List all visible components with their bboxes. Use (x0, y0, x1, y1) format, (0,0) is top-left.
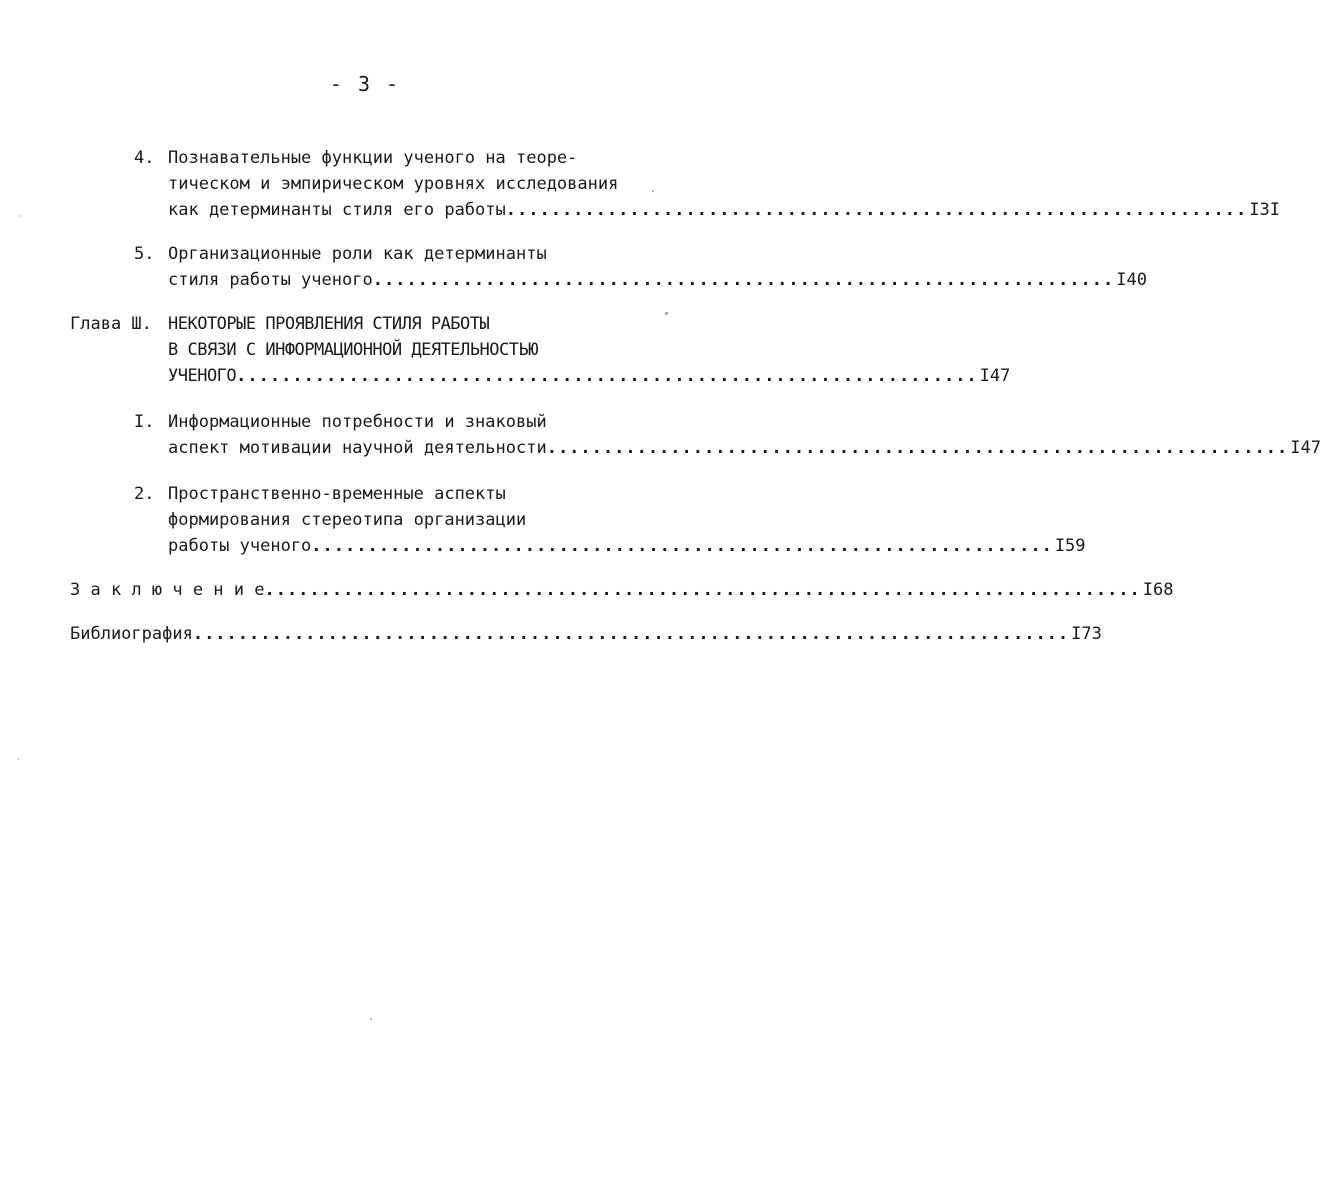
toc-entry-4-line-1: Познавательные функции ученого на теоре- (168, 148, 578, 168)
toc-entry-5-line-2: стиля работы ученого (168, 270, 373, 290)
bibliography-page: I73 (1071, 624, 1102, 644)
toc-entry-5-leader-line[interactable] (168, 268, 1147, 292)
toc-entry-1-leader-line[interactable] (168, 436, 1321, 460)
toc-entry-2-line-1: Пространственно-временные аспекты (168, 484, 506, 504)
toc-entry-4-line-3: как детерминанты стиля его работы (168, 200, 506, 220)
scan-speck (20, 215, 21, 217)
dot-leader: .................................................................. (505, 200, 1248, 220)
scan-speck (370, 1018, 372, 1020)
conclusion-leader-line[interactable] (70, 578, 1174, 602)
dot-leader: .................................................................. (236, 366, 978, 386)
scan-speck (18, 758, 19, 760)
toc-entry-5-line-1: Организационные роли как детерминанты (168, 244, 547, 264)
page-number: - 3 - (329, 72, 401, 96)
toc-entry-2-number: 2. (134, 484, 155, 504)
toc-entry-1-page: I47 (1290, 438, 1321, 458)
chapter-3-title-line-3: УЧЕНОГО (168, 366, 237, 386)
dot-leader: .............................................................................. (264, 580, 1141, 600)
toc-entry-2-line-2: формирования стереотипа организации (168, 510, 527, 530)
dot-leader: .............................................................................. (192, 624, 1070, 644)
toc-entry-5-number: 5. (134, 244, 155, 264)
conclusion-label: З а к л ю ч е н и е (70, 580, 265, 600)
toc-entry-4-page: I3I (1249, 200, 1280, 220)
dot-leader: .................................................................. (372, 270, 1115, 290)
scan-speck (665, 312, 668, 315)
toc-entry-2-page: I59 (1054, 536, 1086, 556)
chapter-3-leader-line[interactable] (168, 364, 1011, 388)
chapter-3-label: Глава Ш. (70, 314, 152, 334)
dot-leader: .................................................................. (546, 438, 1289, 458)
bibliography-leader-line[interactable] (70, 622, 1102, 646)
chapter-3-page: I47 (979, 366, 1011, 386)
toc-entry-4-number: 4. (134, 148, 155, 168)
scan-speck (652, 190, 654, 192)
toc-entry-1-number: I. (134, 412, 155, 432)
toc-entry-1-line-2: аспект мотивации научной деятельности (168, 438, 547, 458)
chapter-3-title-line-1: НЕКОТОРЫЕ ПРОЯВЛЕНИЯ СТИЛЯ РАБОТЫ (168, 314, 490, 334)
toc-entry-2-leader-line[interactable] (168, 534, 1086, 558)
toc-entry-4-line-2: тическом и эмпирическом уровнях исследования (168, 174, 619, 194)
chapter-3-title-line-2: В СВЯЗИ С ИНФОРМАЦИОННОЙ ДЕЯТЕЛЬНОСТЬЮ (168, 340, 538, 360)
toc-entry-2-line-3: работы ученого (168, 536, 312, 556)
toc-entry-4-leader-line[interactable] (168, 198, 1280, 222)
toc-entry-1-line-1: Информационные потребности и знаковый (168, 412, 547, 432)
toc-entry-5-page: I40 (1116, 270, 1147, 290)
bibliography-label: Библиография (70, 624, 193, 644)
dot-leader: .................................................................. (311, 536, 1053, 556)
conclusion-page: I68 (1142, 580, 1174, 600)
